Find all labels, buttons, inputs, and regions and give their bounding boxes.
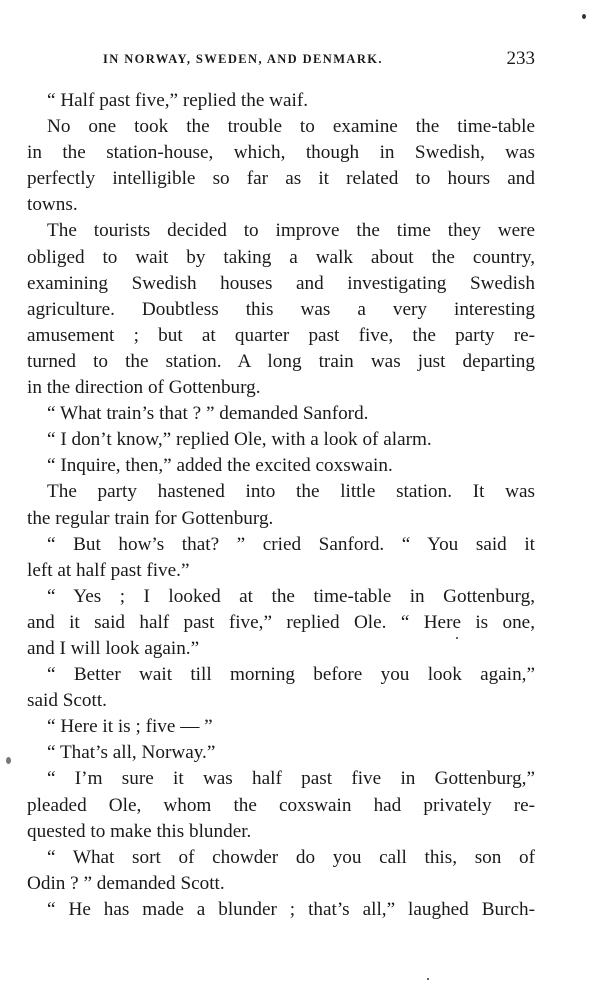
- text-line: pleaded Ole, whom the coxswain had privately re-: [27, 794, 535, 816]
- text-line: towns.: [27, 194, 78, 216]
- page-header: [95, 50, 535, 74]
- scan-speck: [427, 978, 429, 980]
- text-line: “ I don’t know,” replied Ole, with a look of alarm.: [47, 429, 432, 451]
- text-line: “ I’m sure it was half past five in Gottenburg,”: [47, 768, 535, 790]
- text-line: and it said half past five,” replied Ole. “ Here is one,: [27, 611, 535, 633]
- text-line: “ Here it is ; five — ”: [47, 716, 213, 738]
- text-line: No one took the trouble to examine the time-table: [47, 116, 535, 138]
- text-line: “ He has made a blunder ; that’s all,” laughed Burch-: [47, 898, 535, 920]
- text-line: “ What train’s that ? ” demanded Sanford.: [47, 403, 369, 425]
- text-line: left at half past five.”: [27, 559, 190, 581]
- text-line: amusement ; but at quarter past five, the party re-: [27, 324, 535, 346]
- text-line: The tourists decided to improve the time they were: [47, 220, 535, 242]
- text-line: obliged to wait by taking a walk about the country,: [27, 246, 535, 268]
- text-line: “ Better wait till morning before you look again,”: [47, 664, 535, 686]
- text-line: The party hastened into the little station. It was: [47, 481, 535, 503]
- text-line: “ Half past five,” replied the waif.: [47, 90, 309, 111]
- text-line: perfectly intelligible so far as it related to hours and: [27, 168, 535, 190]
- text-line: turned to the station. A long train was just departing: [27, 350, 535, 372]
- text-line: “ Yes ; I looked at the time-table in Gottenburg,: [47, 585, 535, 607]
- text-line: quested to make this blunder.: [27, 820, 252, 842]
- text-line: and I will look again.”: [27, 637, 200, 659]
- scan-speck: [582, 14, 586, 19]
- text-line: said Scott.: [27, 690, 107, 712]
- text-line: Odin ? ” demanded Scott.: [27, 872, 225, 894]
- text-line: in the direction of Gottenburg.: [27, 377, 261, 399]
- scan-speck: [6, 757, 11, 764]
- page-number: 233: [506, 48, 535, 69]
- text-line: “ Inquire, then,” added the excited coxswain.: [47, 455, 393, 477]
- scan-speck: [456, 637, 458, 639]
- text-line: the regular train for Gottenburg.: [27, 507, 274, 529]
- body-text: [27, 88, 535, 923]
- text-line: “ But how’s that? ” cried Sanford. “ You said it: [47, 533, 535, 555]
- text-line: in the station-house, which, though in Swedish, was: [27, 142, 535, 164]
- text-line: examining Swedish houses and investigating Swedish: [27, 272, 535, 294]
- text-line: “ That’s all, Norway.”: [47, 742, 216, 764]
- running-head: IN NORWAY, SWEDEN, AND DENMARK.: [103, 52, 383, 66]
- text-line: agriculture. Doubtless this was a very interesting: [27, 298, 535, 320]
- text-line: “ What sort of chowder do you call this, son of: [47, 846, 535, 868]
